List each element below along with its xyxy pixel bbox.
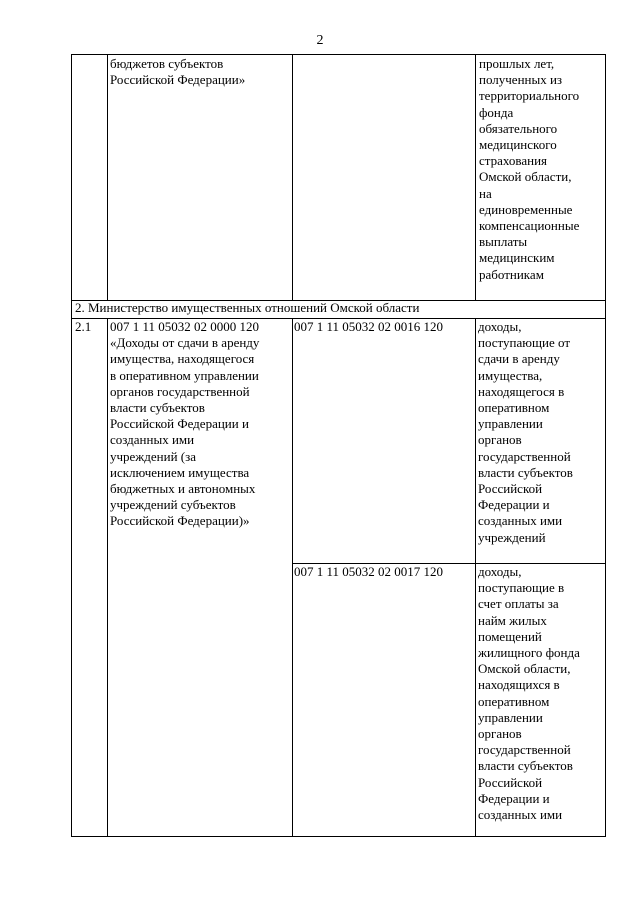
row-number: 2.1 xyxy=(75,319,92,334)
row-main-code-and-title: 007 1 11 05032 02 0000 120 «Доходы от сдачи в аренду имущества, находящегося в оперативном управлении органов государственной власти субъектов Российской Федерации и созданных ими учреждений (за исключением имущества бюджетных и автономных учреждений субъектов Российской Федерации)» xyxy=(110,319,260,529)
income-codes-table xyxy=(71,54,606,837)
col-divider-2-top xyxy=(292,54,293,300)
page-number: 2 xyxy=(316,33,324,48)
subrow-code-1: 007 1 11 05032 02 0016 120 xyxy=(294,319,444,334)
section-title: 2. Министерство имущественных отношений Омской области xyxy=(75,300,420,315)
col-divider-3-top xyxy=(475,54,476,300)
subrow-description-2: доходы, поступающие в счет оплаты за найм жилых помещений жилищного фонда Омской области, находящихся в оперативном управлении органов государственной власти субъектов Российской Федерации и созданных ими xyxy=(478,564,580,823)
subrow-description-1: доходы, поступающие от сдачи в аренду имущества, находящегося в оперативном управлении органов государственной власти субъектов Российской Федерации и созданных ими учреждений xyxy=(478,319,573,545)
continuation-budget-text: бюджетов субъектов Российской Федерации» xyxy=(110,56,246,88)
table-right-border xyxy=(605,54,606,837)
col-divider-1-top xyxy=(107,54,108,300)
table-left-border xyxy=(71,54,72,837)
col-divider-1-bottom xyxy=(107,318,108,837)
subrow-code-2: 007 1 11 05032 02 0017 120 xyxy=(294,564,444,579)
col-divider-3-bottom xyxy=(475,318,476,837)
col-divider-2-bottom xyxy=(292,318,293,837)
table-bottom-border xyxy=(71,836,606,837)
table-top-border xyxy=(71,54,606,55)
continuation-description-text: прошлых лет, полученных из территориального фонда обязательного медицинского страхования Омской области, на единовременные компенсационные выплаты медицинским работникам xyxy=(479,56,580,282)
